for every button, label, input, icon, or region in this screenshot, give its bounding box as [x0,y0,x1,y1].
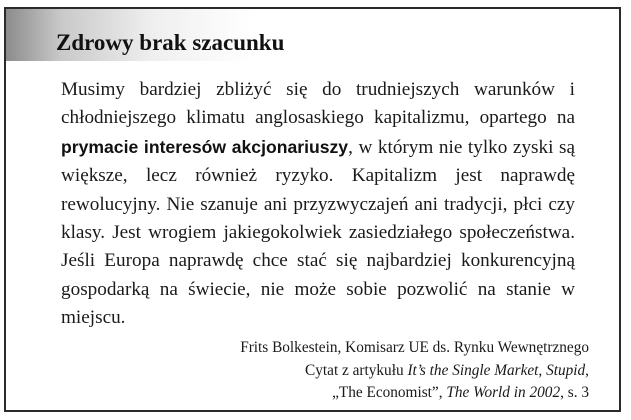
publication-name: „The Economist”, [332,384,447,401]
attribution [240,337,589,405]
page-reference: , s. 3 [560,384,589,401]
article-title: It’s the Single Market, Stupid [407,361,586,379]
quote-body [61,76,575,333]
quote-text-after: , w którym nie tylko zyski są większe, lecz również ryzyko. Kapitalizm jest naprawdę rewolucyjny. Nie szanuje ani przyzwyczajeń ani tradycji, płci czy klasy. Jest wrogiem jakiegokolwiek zasiedziałego społeczeństwa. Jeśli Europa naprawdę chce stać się najbardziej konkurencyjną gospodarką na świecie, nie może sobie pozwolić na stanie w miejscu. [61,136,575,329]
attribution-source [240,382,589,405]
attribution-citation [240,360,589,383]
attribution-author: Frits Bolkestein, Komisarz UE ds. Rynku Wewnętrznego [240,339,589,356]
box-title: Zdrowy brak szacunku [56,30,285,55]
citation-prefix: Cytat z artykułu [305,361,408,379]
quote-emphasis: prymacie interesów akcjonariuszy [61,136,349,157]
issue-title: The World in 2002 [446,384,561,401]
quote-text-before: Musimy bardziej zbliżyć się do trudniejszych warunków i chłodniejszego klimatu anglosaskiego kapitalizmu, opartego na [61,79,575,129]
quote-box [4,7,621,412]
citation-suffix: , [585,361,589,379]
